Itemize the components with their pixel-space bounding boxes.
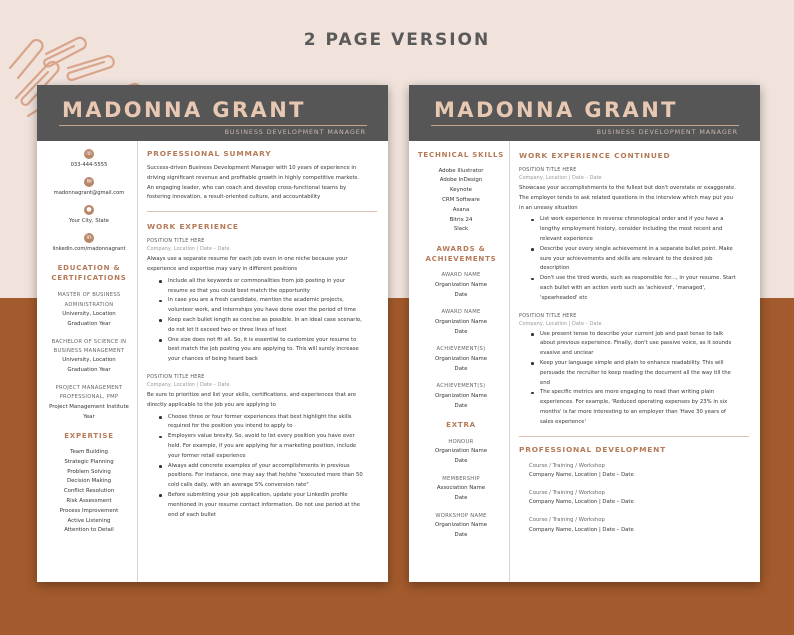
extra-org: Organization Name bbox=[434, 448, 488, 455]
job-bullets bbox=[147, 277, 377, 365]
skill-item: Slack bbox=[453, 226, 469, 233]
education-entry bbox=[43, 291, 135, 329]
job-company: Company, Location | Date – Date bbox=[519, 175, 602, 181]
school: Project Management Institute bbox=[49, 403, 129, 410]
job-intro-line: The employer tends to ask related questions in the interview which may put you bbox=[519, 194, 733, 201]
award-label: AWARD NAME bbox=[441, 309, 481, 316]
course-detail: Company Name, Location | Date – Date bbox=[529, 499, 634, 506]
expertise-item: Team Building bbox=[70, 449, 108, 455]
bullet-item: Employers value brevity. So, avoid to list every position you have ever held. For example, if you are applying for a marketing position, include your former retail experience bbox=[147, 432, 377, 461]
expertise-item: Problem Solving bbox=[67, 468, 111, 475]
bullet-item: Include all the keywords or commonalities from job posting in your resume so that you could best match the opportunity bbox=[147, 277, 377, 297]
job-bullets bbox=[519, 330, 749, 428]
job-company: Company, Location | Date – Date bbox=[147, 381, 230, 388]
awards-heading-line: ACHIEVEMENTS bbox=[425, 254, 497, 263]
development-entry bbox=[519, 516, 749, 535]
award-entry bbox=[415, 382, 507, 411]
grad-year: Graduation Year bbox=[67, 320, 111, 327]
summary-line: Success-driven Business Development Manager with 10 years of experience in bbox=[147, 165, 357, 171]
education-heading-line: EDUCATION & bbox=[57, 264, 121, 272]
job-company: Company, Location | Date – Date bbox=[147, 246, 230, 253]
expertise-item: Risk Assessment bbox=[66, 497, 112, 504]
extra-date: Date bbox=[454, 532, 468, 539]
extra-entry bbox=[415, 475, 507, 504]
course-name: Course / Training / Workshop bbox=[529, 489, 605, 496]
skill-item: CRM Software bbox=[442, 196, 480, 203]
job-bullets bbox=[147, 413, 377, 521]
education-entry bbox=[43, 384, 135, 422]
job-intro-line: Be sure to prioritize and list your skills, certifications, and experiences that are bbox=[147, 391, 357, 398]
development-entry bbox=[519, 462, 749, 481]
job-title-line: POSITION TITLE HERE bbox=[147, 374, 205, 380]
bullet-item: List work experience in reverse chronological order and if you have a lengthy employment history, consider including the most recent and relevant experience bbox=[519, 215, 749, 244]
school: University, Location bbox=[62, 357, 116, 364]
course-detail: Company Name, Location | Date – Date bbox=[529, 472, 634, 479]
job-entry bbox=[147, 239, 377, 365]
course-name: Course / Training / Workshop bbox=[529, 516, 605, 523]
job-title-line: POSITION TITLE HERE bbox=[519, 168, 577, 173]
header-divider bbox=[59, 125, 367, 126]
degree-line: BUSINESS MANAGEMENT bbox=[53, 348, 125, 354]
skill-item: Asana bbox=[452, 206, 470, 213]
skills-list bbox=[415, 167, 507, 236]
job-title-line: POSITION TITLE HERE bbox=[147, 239, 205, 245]
extra-label: HONOUR bbox=[448, 438, 474, 445]
bullet-item: The specific metrics are more engaging to read than writing plain experiences. For example, 'Reduced operating expenses by 23% in six months' is far more interesting to an employer than 'Have 30 years of sales experience' bbox=[519, 388, 749, 427]
skill-item: Adobe Illustrator bbox=[438, 167, 484, 174]
skill-item: Keynote bbox=[450, 187, 472, 194]
extra-entry bbox=[415, 438, 507, 467]
resume-page-2 bbox=[409, 85, 760, 582]
bullet-item: Keep each bullet length as concise as possible. In an ideal case scenario, do not let it exceed two or three lines of text bbox=[147, 316, 377, 336]
bullet-item: Before submitting your job application, update your LinkedIn profile mentioned in your resume contact information. Do not use period at the end of each bullet bbox=[147, 491, 377, 520]
award-org: Organization Name bbox=[434, 318, 488, 325]
award-entry bbox=[415, 308, 507, 337]
skill-item: Adobe InDesign bbox=[439, 177, 483, 184]
expertise-item: Active Listening bbox=[67, 517, 111, 524]
degree-line: BACHELOR OF SCIENCE IN bbox=[51, 338, 127, 345]
candidate-name: MADONNA GRANT bbox=[434, 98, 678, 122]
expertise-item: Process Improvement bbox=[59, 507, 119, 514]
job-entry bbox=[147, 375, 377, 520]
resume-page-1 bbox=[37, 85, 388, 582]
banner-title: 2 PAGE VERSION bbox=[303, 30, 491, 50]
expertise-item: Attention to Detail bbox=[64, 527, 114, 534]
awards-heading bbox=[415, 245, 507, 264]
linkedin-icon: in bbox=[84, 233, 94, 243]
grad-year: Graduation Year bbox=[67, 367, 111, 374]
extra-heading: EXTRA bbox=[446, 421, 476, 430]
award-org: Organization Name bbox=[434, 392, 488, 399]
award-org: Organization Name bbox=[434, 281, 488, 288]
job-title: BUSINESS DEVELOPMENT MANAGER bbox=[224, 128, 366, 136]
award-date: Date bbox=[454, 328, 468, 335]
award-label: ACHIEVEMENT(S) bbox=[436, 383, 486, 390]
experience-heading: WORK EXPERIENCE bbox=[147, 222, 239, 232]
main-column bbox=[147, 149, 377, 520]
email-icon: ✉ bbox=[84, 177, 94, 187]
expertise-item: Conflict Resolution bbox=[63, 488, 115, 495]
candidate-name: MADONNA GRANT bbox=[62, 98, 306, 122]
degree-line: MASTER OF BUSINESS bbox=[57, 292, 121, 299]
bullet-item: In case you are a fresh candidate, mention the academic projects, volunteer work, and internships you have done over the period of time bbox=[147, 296, 377, 316]
page-header bbox=[409, 85, 760, 141]
award-label: ACHIEVEMENT(S) bbox=[436, 346, 486, 353]
job-company: Company, Location | Date – Date bbox=[519, 320, 602, 327]
degree-line: PROJECT MANAGEMENT bbox=[55, 385, 123, 391]
skill-item: Bitrix 24 bbox=[449, 216, 473, 223]
education-entry bbox=[43, 338, 135, 376]
page-header bbox=[37, 85, 388, 141]
bullet-item: Keep your language simple and plain to enhance readability. This will persuade the recruiter to keep reading the document all the way till the end bbox=[519, 359, 749, 388]
summary-line: driving significant revenue and profitable growth in highly competitive markets. bbox=[147, 174, 359, 181]
education-heading-line: CERTIFICATIONS bbox=[51, 273, 127, 282]
expertise-item: Decision Making bbox=[66, 478, 112, 485]
job-bullets bbox=[519, 215, 749, 303]
sidebar bbox=[43, 149, 135, 536]
job-intro-line: Always use a separate resume for each job even in one niche because your bbox=[147, 256, 348, 263]
school: University, Location bbox=[62, 311, 116, 317]
bullet-item: Don't use the tired words, such as responsible for..., in your resume. Start each bullet with an action verb such as 'achieved', 'managed', 'spearheaded' etc bbox=[519, 274, 749, 303]
extra-label: MEMBERSHIP bbox=[442, 475, 480, 482]
grad-year: Year bbox=[83, 413, 95, 420]
job-intro-line: in an uneasy situation bbox=[519, 204, 578, 211]
extra-date: Date bbox=[454, 458, 468, 465]
award-org: Organization Name bbox=[434, 355, 488, 362]
course-name: Course / Training / Workshop bbox=[529, 462, 605, 469]
skills-heading: TECHNICAL SKILLS bbox=[417, 151, 505, 159]
summary-text bbox=[147, 164, 377, 203]
bullet-item: One size does not fit all. So, it is essential to customize your resume to best match the job posting you are applying to. This will surely increase your chances of being heard back bbox=[147, 336, 377, 365]
column-divider bbox=[137, 141, 138, 582]
extra-label: WORKSHOP NAME bbox=[435, 512, 487, 519]
education-heading bbox=[43, 264, 135, 283]
bullet-item: Choose three or four former experiences that best highlight the skills required for the position you intend to apply to bbox=[147, 413, 377, 433]
bullet-item: Describe your every single achievement in a separate bullet point. Make sure your achievements and skills are relevant to the desired job description bbox=[519, 245, 749, 274]
contact-phone: 033-444-5555 bbox=[70, 162, 108, 168]
location-icon: ● bbox=[84, 205, 94, 215]
summary-line: An engaging leader, who can coach and develop cross-functional teams by bbox=[147, 184, 347, 191]
course-detail: Company Name, Location | Date – Date bbox=[529, 526, 634, 533]
contact-linkedin: linkedin.com/madonnagrant bbox=[52, 246, 126, 252]
awards-heading-line: AWARDS & bbox=[436, 245, 486, 254]
job-intro-line: Showcase your accomplishments to the fullest but don't overstate or exaggerate. bbox=[519, 185, 736, 191]
job-entry bbox=[519, 314, 749, 428]
job-title-line: POSITION TITLE HERE bbox=[519, 313, 577, 319]
bullet-item: Use present tense to describe your current job and past tense to talk about previous experience. Finally, don't use passive voice, as it sounds evasive and unclear bbox=[519, 330, 749, 359]
sidebar bbox=[415, 151, 507, 541]
summary-line: fostering innovation, a result-oriented culture, and accountability bbox=[147, 194, 321, 201]
job-entry bbox=[519, 168, 749, 304]
extra-org: Organization Name bbox=[434, 522, 488, 529]
section-divider bbox=[519, 436, 749, 437]
extra-entry bbox=[415, 512, 507, 541]
award-date: Date bbox=[454, 402, 468, 409]
summary-heading: PROFESSIONAL SUMMARY bbox=[147, 149, 272, 158]
header-divider bbox=[431, 125, 739, 126]
extra-org: Association Name bbox=[436, 485, 486, 492]
expertise-heading: EXPERTISE bbox=[64, 432, 114, 441]
contact-location: Your City, State bbox=[69, 218, 109, 224]
experience-continued-heading: WORK EXPERIENCE CONTINUED bbox=[519, 151, 671, 160]
section-divider bbox=[147, 211, 377, 212]
phone-icon: ☏ bbox=[85, 150, 93, 157]
expertise-list bbox=[43, 448, 135, 536]
job-intro-line: experience and expertise may vary in different positions bbox=[147, 265, 298, 272]
main-column bbox=[519, 151, 749, 535]
extra-date: Date bbox=[454, 495, 468, 502]
award-entry bbox=[415, 271, 507, 300]
column-divider bbox=[509, 141, 510, 582]
degree-line: ADMINISTRATION bbox=[64, 301, 114, 308]
award-label: AWARD NAME bbox=[441, 272, 481, 279]
award-date: Date bbox=[454, 291, 468, 298]
expertise-item: Strategic Planning bbox=[64, 458, 114, 465]
degree-line: PROFESSIONAL, PMP bbox=[59, 394, 119, 401]
bullet-item: Always add concrete examples of your accomplishments in previous positions. For instance, one may say that he/she "executed more than 50 cold calls daily, with an average 5% conversion rate" bbox=[147, 462, 377, 491]
development-entry bbox=[519, 489, 749, 508]
award-date: Date bbox=[454, 365, 468, 372]
contact-email: madonnagrant@gmail.com bbox=[53, 190, 125, 196]
award-entry bbox=[415, 345, 507, 374]
job-intro-line: directly applicable to the job you are applying to bbox=[147, 401, 276, 408]
development-heading: PROFESSIONAL DEVELOPMENT bbox=[519, 444, 666, 454]
job-title: BUSINESS DEVELOPMENT MANAGER bbox=[596, 128, 738, 136]
